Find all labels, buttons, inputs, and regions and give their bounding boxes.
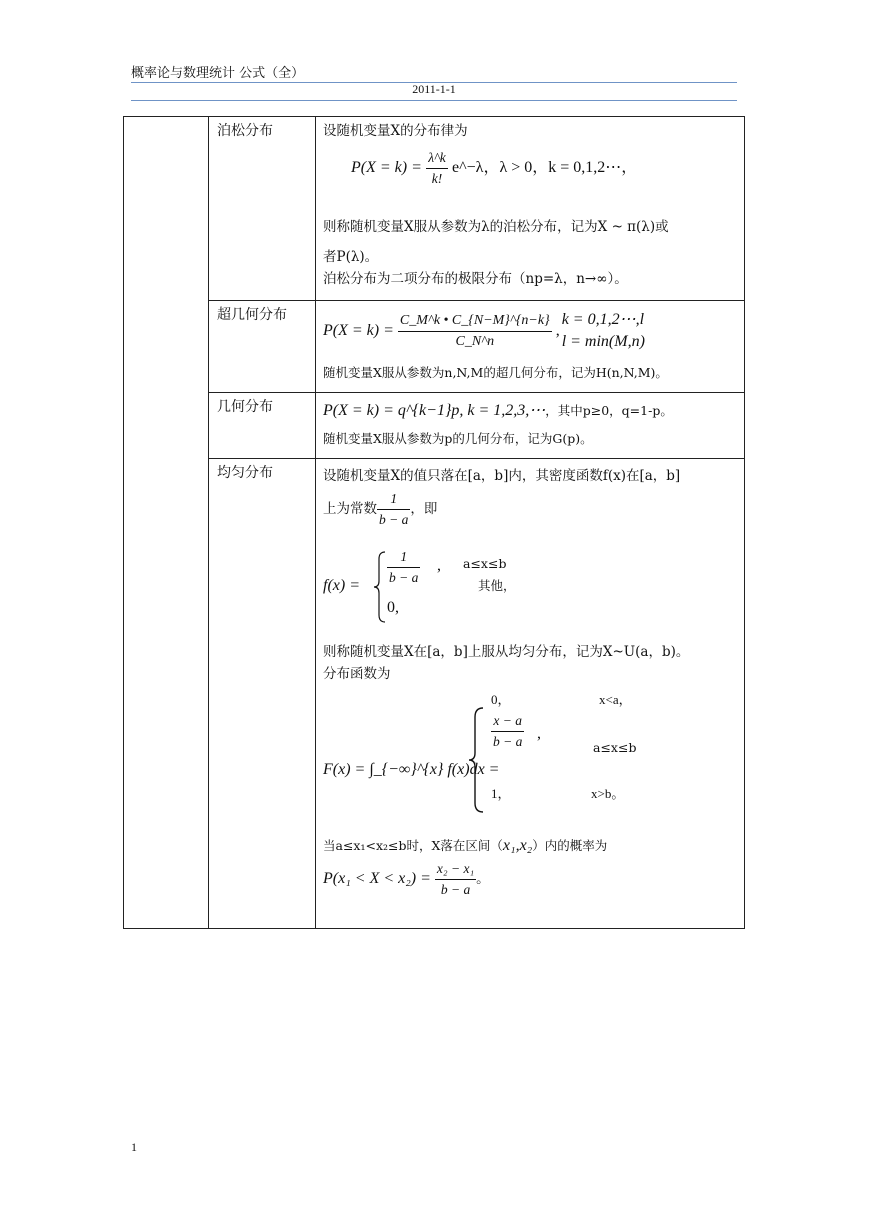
poisson-desc-2: 者P(λ)。 — [323, 249, 379, 265]
hypergeom-conditions — [562, 309, 645, 353]
uniform-prob-fraction — [435, 859, 476, 900]
distribution-name: 均匀分布 — [209, 459, 316, 929]
hypergeom-cond-2: l = min(M,n) — [561, 333, 645, 350]
document-header-title: 概率论与数理统计 公式（全） — [131, 66, 305, 81]
poisson-formula-fraction — [426, 148, 448, 189]
poisson-formula-denominator: k! — [431, 171, 443, 186]
uniform-pdf-case1-cond: a≤x≤b — [463, 556, 507, 571]
geometric-formula-note: ，其中p≥0，q=1-p。 — [545, 403, 673, 418]
hypergeom-formula-lhs: P(X = k) = — [323, 322, 394, 339]
table-row-geometric — [124, 393, 745, 459]
uniform-line-2-num: 1 — [377, 489, 410, 510]
uniform-pdf-case1-fraction — [387, 547, 420, 588]
uniform-line-2 — [323, 487, 738, 531]
distribution-content-geometric — [316, 393, 745, 459]
header-rule-bottom — [131, 100, 737, 101]
poisson-formula-numerator: λ^k — [426, 148, 448, 169]
hypergeom-desc: 随机变量X服从参数为n,N,M的超几何分布，记为H(n,N,M)。 — [323, 365, 668, 380]
table-row-uniform — [124, 459, 745, 929]
uniform-pdf: f(x) = $\frac{1}{b - a}$ , a≤x≤b 0, 其他， — [323, 549, 738, 627]
hypergeom-formula-denominator: C_N^n — [455, 333, 495, 349]
poisson-intro: 设随机变量X的分布律为 — [323, 123, 468, 139]
hypergeom-formula-numerator: C_M^k • C_{N−M}^{n−k} — [398, 311, 552, 332]
uniform-cdf-case2-den: b − a — [493, 734, 523, 749]
uniform-interval-line — [323, 835, 738, 857]
uniform-cdf-case3: 1， — [491, 786, 511, 801]
distribution-table — [123, 116, 745, 929]
uniform-interval-pre: 当a≤x₁<x₂≤b时，X落在区间（ — [323, 838, 503, 853]
hypergeom-cond-1: k = 0,1,2⋯,l — [561, 311, 645, 328]
uniform-prob-end: 。 — [476, 871, 490, 887]
uniform-line-2-pre: 上为常数 — [323, 501, 377, 517]
uniform-line-2-den: b − a — [379, 511, 409, 527]
left-brace-icon — [467, 707, 485, 813]
distribution-name: 超几何分布 — [209, 301, 316, 393]
uniform-pdf-case1-den: b − a — [389, 570, 419, 585]
left-brace-icon — [373, 551, 387, 623]
uniform-cdf-case2-cond: a≤x≤b — [593, 740, 637, 755]
uniform-cdf-lhs: F(x) = ∫_{−∞}^{x} f(x)dx = — [323, 761, 500, 778]
uniform-cdf-case1: 0， — [491, 692, 511, 707]
geometric-formula: P(X = k) = q^{k−1}p, k = 1,2,3,⋯ — [323, 402, 546, 419]
distribution-name: 泊松分布 — [209, 117, 316, 301]
uniform-line-2-post: ，即 — [410, 501, 438, 517]
uniform-prob-num: x₂ − x₁ — [435, 859, 476, 880]
poisson-formula-tail: e^−λ，λ > 0，k = 0,1,2⋯， — [452, 159, 638, 176]
hypergeom-formula: P(X = k) = $\frac{C\_M\^{}k • C\_\{N-M\}\^{}\{n-k\}}{C\_N\^{}n}$ , k = 0,1,2⋯,l l = min(M,n) — [323, 306, 738, 356]
table-row-hypergeometric — [124, 301, 745, 393]
geometric-desc: 随机变量X服从参数为p的几何分布，记为G(p)。 — [323, 431, 593, 446]
uniform-desc-2: 分布函数为 — [323, 666, 391, 682]
uniform-pdf-case1-num: 1 — [387, 547, 420, 568]
uniform-cdf-case1-cond: x<a， — [599, 692, 632, 707]
uniform-desc-1: 则称随机变量X在[a，b]上服从均匀分布，记为X~U(a，b)。 — [323, 644, 690, 660]
distribution-content-poisson — [316, 117, 745, 301]
uniform-prob-lhs: P(x₁ < X < x₂) = — [323, 870, 431, 887]
uniform-cdf-case2-num: x − a — [491, 711, 524, 732]
uniform-pdf-case2: 0, — [387, 599, 399, 616]
uniform-line-2-fraction — [377, 489, 410, 530]
uniform-prob-formula — [323, 857, 738, 901]
blank-category-cell — [124, 117, 209, 929]
distribution-content-hypergeometric — [316, 301, 745, 393]
uniform-line-1: 设随机变量X的值只落在[a，b]内，其密度函数f(x)在[a，b] — [323, 468, 681, 484]
uniform-cdf-case2-fraction — [491, 711, 524, 752]
hypergeom-formula-fraction — [398, 311, 552, 352]
uniform-cdf: F(x) = ∫_{−∞}^{x} f(x)dx = 0， x<a， $\frac{x - a}{b - a}$ , a≤x≤b 1， x>b。 — [323, 689, 738, 815]
distribution-content-uniform — [316, 459, 745, 929]
geometric-formula-line — [323, 400, 738, 422]
uniform-pdf-lhs: f(x) = — [323, 577, 360, 594]
uniform-interval-vars: x₁,x₂ — [502, 837, 533, 854]
uniform-cdf-case3-cond: x>b。 — [591, 786, 625, 801]
poisson-desc-1: 则称随机变量X服从参数为λ的泊松分布，记为X ~ π(λ)或 — [323, 219, 669, 235]
uniform-interval-post: ）内的概率为 — [532, 838, 608, 853]
table-row-poisson — [124, 117, 745, 301]
poisson-desc-3: 泊松分布为二项分布的极限分布（np=λ，n→∞）。 — [323, 271, 628, 287]
page-number: 1 — [131, 1140, 137, 1154]
poisson-formula-lhs: P(X = k) = — [351, 159, 422, 176]
poisson-formula — [323, 142, 738, 202]
document-header-date: 2011-1-1 — [412, 82, 456, 96]
uniform-pdf-case2-cond: 其他， — [478, 578, 516, 593]
distribution-name: 几何分布 — [209, 393, 316, 459]
uniform-prob-den: b − a — [440, 881, 471, 897]
